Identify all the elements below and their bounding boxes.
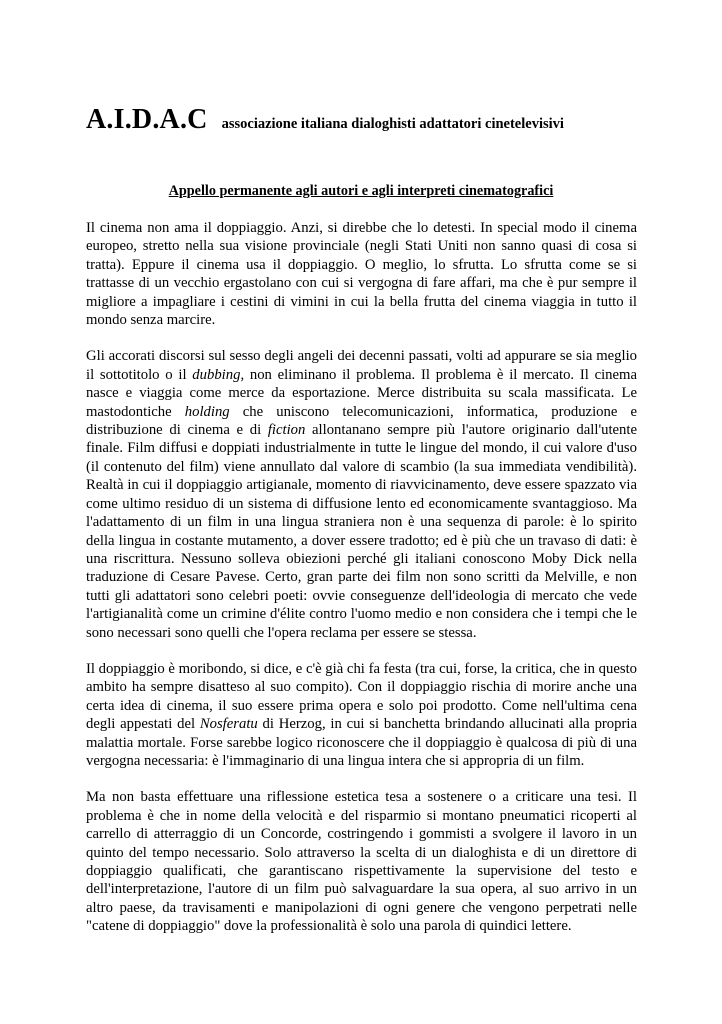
italic-term: fiction bbox=[267, 422, 306, 439]
document-body bbox=[86, 219, 637, 954]
paragraph-4: Ma non basta effettuare una riflessione estetica tesa a sostenere o a criticare una tesi. Il problema è che in nome della velocità e del risparmio si montano pneumatici ricoperti al carrello di atterraggio di un Concorde, costringendo i gommisti a svolgere il lavoro in un quinto del tempo necessario. Solo attraverso la scelta di un dialoghista e di un direttore di doppiaggio qualificati, che garantiscano rispettivamente la supervisione del testo e dell'interpretazione, l'autore di un film può salvaguardare la sua opera, al suo arrivo in un altro paese, da travisamenti e manipolazioni di ogni genere che vengono perpetrati nelle "catene di doppiaggio" dove la professionalità è solo una parola di quindici lettere. bbox=[86, 789, 637, 935]
italic-term: Nosferatu bbox=[199, 716, 258, 733]
italic-term: dubbing bbox=[192, 366, 241, 383]
organization-full-name: associazione italiana dialoghisti adattatori cinetelevisivi bbox=[221, 116, 564, 132]
organization-acronym: A.I.D.A.C bbox=[86, 104, 208, 135]
italic-term: holding bbox=[184, 403, 230, 420]
paragraph-3: Il doppiaggio è moribondo, si dice, e c'è già chi fa festa (tra cui, forse, la critica, che in questo ambito ha sempre disatteso al suo compito). Con il doppiaggio rischia di morire anche una certa idea di cinema, il suo essere prima opera e solo poi prodotto. Come nell'ultima cena degli appestati del Nosferatu di Herzog, in cui si banchetta brindando allucinati alla propria malattia mortale. Forse sarebbe logico riconoscere che il doppiaggio è qualcosa di più di una vergogna necessaria: è l'immaginario di una lingua intera che si appropria di un film. bbox=[86, 660, 637, 769]
letterhead bbox=[86, 104, 564, 136]
paragraph-1: Il cinema non ama il doppiaggio. Anzi, si direbbe che lo detesti. In special modo il cinema europeo, stretto nella sua visione provinciale (negli Stati Uniti non sanno quasi di cosa si tratta). Eppure il cinema usa il doppiaggio. O meglio, lo sfrutta. Lo sfrutta come se si trattasse di un vecchio ergastolano con cui si vergogna di fare affari, ma che è pur sempre il migliore a impagliare i cestini di vimini in cui la bella frutta del cinema viaggia in tutto il mondo senza marcire. bbox=[86, 220, 637, 329]
document-title: Appello permanente agli autori e agli interpreti cinematografici bbox=[168, 183, 554, 199]
paragraph-2: Gli accorati discorsi sul sesso degli angeli dei decenni passati, volti ad appurare se sia meglio il sottotitolo o il dubbing, non eliminano il problema. Il problema è il mercato. Il cinema nasce e viaggia come merce da esportazione. Merce distribuita su scala massificata. Le mastodontiche holding che uniscono telecomunicazioni, informatica, produzione e distribuzione di cinema e di fiction allontanano sempre più l'autore originario dall'utente finale. Film diffusi e doppiati industrialmente in tutte le lingue del mondo, il cui valore d'uso (il contenuto del film) viene annullato dal valore di scambio (la sua immediata vendibilità). Realtà in cui il doppiaggio artigianale, momento di riavvicinamento, deve essere spazzato via come ultimo residuo di un sistema di diffusione lento ed economicamente svantaggioso. Ma l'adattamento di un film in una lingua straniera non è una sequenza di parole: è lo spirito della lingua in costante mutamento, a dover essere tradotto; ed è più che un travaso di dati: è una riscrittura. Nessuno solleva obiezioni perché gli italiani conoscono Moby Dick nella traduzione di Cesare Pavese. Certo, gran parte dei film non sono scritti da Melville, e non tutti gli adattatori sono celebri poeti: ovvie conseguenze dell'ideologia di mercato che vede l'artigianalità come un crimine d'élite contro l'uomo medio e non considera che i tempi che le sono necessari sono quelli che l'opera reclama per essere se stessa. bbox=[86, 348, 637, 641]
